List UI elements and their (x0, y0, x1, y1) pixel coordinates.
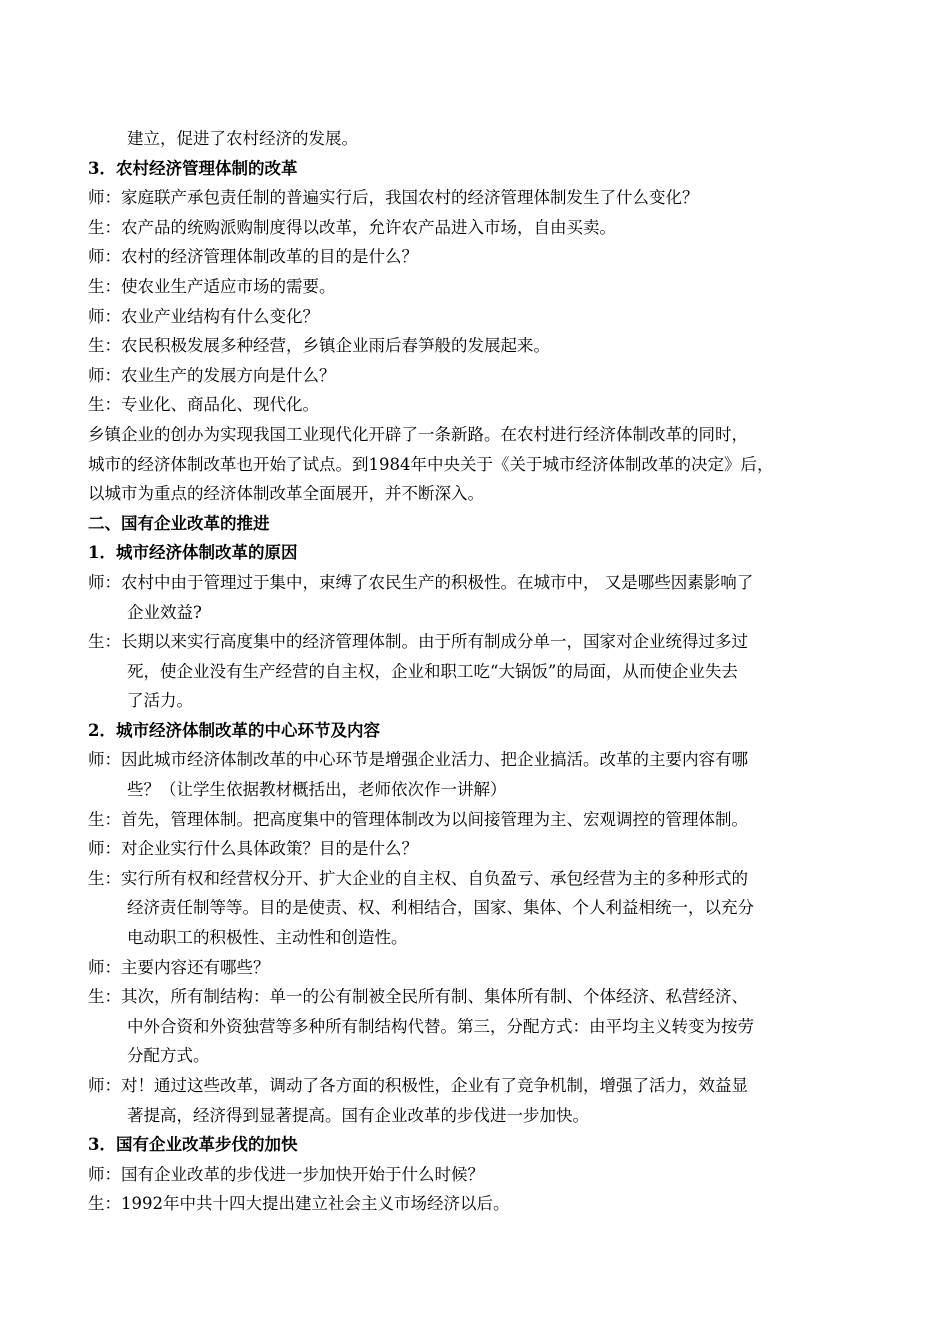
body-paragraph-line: 以城市为重点的经济体制改革全面展开，并不断深入。 (88, 484, 484, 504)
text-line: 建立，促进了农村经济的发展。 (127, 129, 358, 148)
teacher-line: 师：农业产业结构有什么变化？ (88, 306, 319, 326)
student-line: 生：使农业生产适应市场的需要。 (88, 276, 336, 296)
student-line-continued: 了活力。 (127, 691, 193, 711)
teacher-line-continued: 企业效益? (127, 602, 202, 622)
body-paragraph-line: 乡镇企业的创办为实现我国工业现代化开辟了一条新路。在农村进行经济体制改革的同时， (88, 424, 748, 444)
teacher-line: 师：国有企业改革的步伐进一步加快开始于什么时候？ (88, 1164, 484, 1184)
teacher-line-continued: 些？（让学生依据教材概括出，老师依次作一讲解） (127, 780, 507, 800)
student-line-continued: 死，使企业没有生产经营的自主权，企业和职工吃“大锅饭”的局面，从而使企业失去 (127, 661, 738, 681)
subsection-heading: 1．城市经济体制改革的原因 (88, 543, 298, 563)
teacher-line-continued: 著提高，经济得到显著提高。国有企业改革的步伐进一步加快。 (127, 1105, 589, 1125)
subsection-heading: 2．城市经济体制改革的中心环节及内容 (88, 720, 380, 740)
student-line: 生：1992年中共十四大提出建立社会主义市场经济以后。 (88, 1194, 510, 1214)
teacher-line: 师：农村的经济管理体制改革的目的是什么？ (88, 247, 418, 267)
teacher-line: 师：主要内容还有哪些？ (88, 957, 270, 977)
section-heading: 3．农村经济管理体制的改革 (88, 158, 298, 178)
student-line: 生：专业化、商品化、现代化。 (88, 395, 319, 415)
body-paragraph-line: 城市的经济体制改革也开始了试点。到1984年中央关于《关于城市经济体制改革的决定》后， (88, 454, 774, 474)
student-line: 生：长期以来实行高度集中的经济管理体制。由于所有制成分单一，国家对企业统得过多过 (88, 632, 748, 652)
subsection-heading: 3．国有企业改革步伐的加快 (88, 1135, 298, 1155)
student-line-continued: 中外合资和外资独营等多种所有制结构代替。第三，分配方式：由平均主义转变为按劳 (127, 1016, 754, 1036)
student-line: 生：农产品的统购派购制度得以改革，允许农产品进入市场，自由买卖。 (88, 217, 616, 237)
student-line-continued: 分配方式。 (127, 1046, 210, 1066)
teacher-line: 师：家庭联产承包责任制的普遍实行后，我国农村的经济管理体制发生了什么变化？ (88, 188, 699, 208)
teacher-line: 师：农村中由于管理过于集中，束缚了农民生产的积极性。在城市中， 又是哪些因素影响了 (88, 572, 754, 592)
teacher-line: 师：农业生产的发展方向是什么？ (88, 365, 336, 385)
teacher-line: 师：对企业实行什么具体政策？目的是什么？ (88, 839, 418, 859)
student-line: 生：首先，管理体制。把高度集中的管理体制改为以间接管理为主、宏观调控的管理体制。 (88, 809, 748, 829)
teacher-line: 师：因此城市经济体制改革的中心环节是增强企业活力、把企业搞活。改革的主要内容有哪 (88, 750, 748, 770)
student-line-continued: 经济责任制等等。目的是使责、权、利相结合，国家、集体、个人利益相统一，以充分 (127, 898, 754, 918)
student-line: 生：实行所有权和经营权分开、扩大企业的自主权、自负盈亏、承包经营为主的多种形式的 (88, 868, 748, 888)
student-line: 生：农民积极发展多种经营，乡镇企业雨后春笋般的发展起来。 (88, 336, 550, 356)
teacher-line: 师：对！通过这些改革，调动了各方面的积极性，企业有了竞争机制，增强了活力，效益显 (88, 1076, 748, 1095)
student-line: 生：其次，所有制结构：单一的公有制被全民所有制、集体所有制、个体经济、私营经济、 (88, 987, 748, 1007)
section-heading: 二、国有企业改革的推进 (88, 513, 270, 533)
student-line-continued: 电动职工的积极性、主动性和创造性。 (127, 928, 408, 948)
